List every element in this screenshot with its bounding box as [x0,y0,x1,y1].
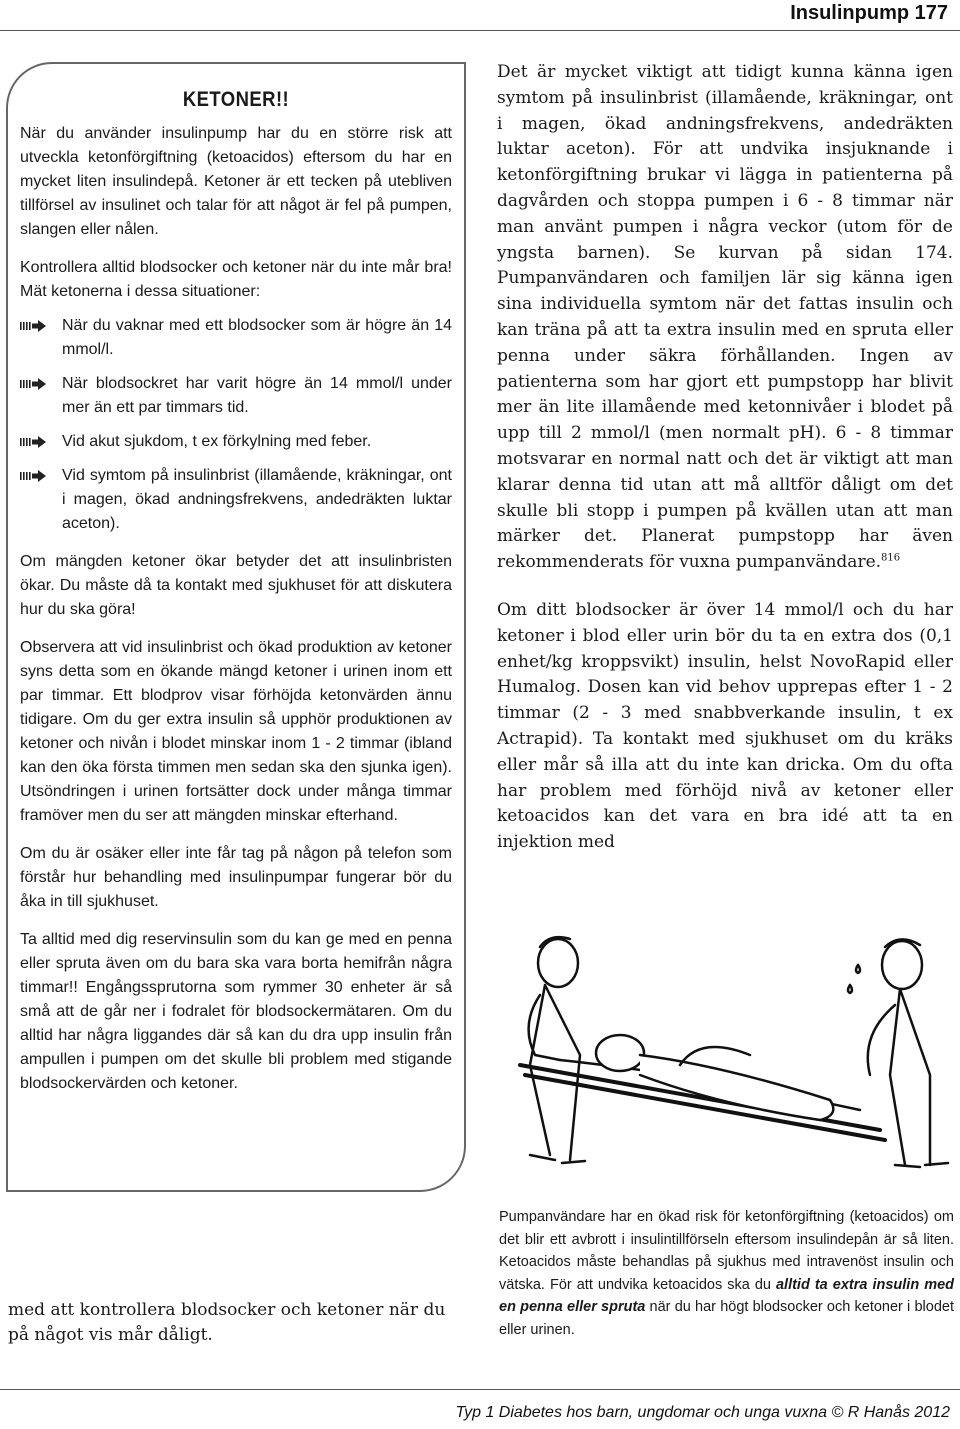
arrow-bullet-icon [20,470,46,482]
header-divider [0,30,960,31]
box-intro: När du använder insulinpump har du en större risk att utveckla ketonförgiftning (ketoacidos) eftersom du har en mycket liten insulindepå. Ketoner är ett tecken på utebliven tillförsel av insulinet och talar för att något är fel på pumpen, slangen eller nålen. [20,125,452,238]
caption-text: Pumpanvändare har en ökad risk för ketonförgiftning (ketoacidos) om det blir ett avbrott i insulintillförseln eftersom insulindepån är så liten. Ketoacidos måste behandlas på sjukhus med intravenöst insulin och vätska. För att undvika ketoacidos ska du [499,1209,954,1293]
body-paragraph-text: Det är mycket viktigt att tidigt kunna känna igen symtom på insulinbrist (illamående, kräkningar, ont i magen, ökad andningsfrekvens, andedräkten luktar aceton). För att undvika insjuknande i ketonförgiftning brukar vi lägga in patienterna på dagvården och stoppa pumpen i 6 - 8 timmar när man använt pumpen i några veckor (utom för de yngsta barnen). Se kurvan på sidan 174. Pumpanvändaren och familjen lär sig känna igen sina individuella symtom när det fattas insulin och kan träna på att ta extra insulin med en spruta eller penna under säkra förhållanden. Ingen av patienterna som har gjort ett pumpstopp har blivit mer än lite illamående med ketonnivåer i blodet på upp till 2 mmol/l (men normalt pH). 6 - 8 timmar motsvarar en normal natt och det är viktigt att man klarar denna tid utan att må alltför dåligt om det skulle bli stopp i pumpen på kvällen utan att man märker det. Planerat pumpstopp har även rekommenderats för vuxna pumpanvändare. [497,62,953,573]
box-check-text: Kontrollera alltid blodsocker och ketoner när du inte mår bra! Mät ketonerna i dessa situationer: [20,259,452,300]
bullet-item [20,372,452,420]
bullet-text: Vid akut sjukdom, t ex förkylning med feber. [62,433,372,450]
body-continuation: med att kontrollera blodsocker och ketoner när du på något vis mår dåligt. [8,1300,446,1345]
bullet-text: Vid symtom på insulinbrist (illamående, kräkningar, ont i magen, ökad andningsfrekvens, andedräkten luktar aceton). [62,467,452,532]
reference-number: 816 [881,552,901,564]
bullet-text: När blodsockret har varit högre än 14 mmol/l under mer än ett par timmars tid. [62,375,452,416]
bullet-text: När du vaknar med ett blodsocker som är högre än 14 mmol/l. [62,317,452,358]
box-paragraph: Observera att vid insulinbrist och ökad produktion av ketoner syns detta som en ökande mängd ketoner i urinen inom ett par timmar. Ett blodprov visar förhöjda ketonvärden ännu tidigare. Om du ger extra insulin så upphör produktionen av ketoner och nivån i blodet minskar inom 1 - 2 timmar (ibland kan den öka första timmen men sedan ska den sjunka igen). Utsöndringen i urinen fortsätter dock under många timmar framöver men du ser att mängden minskar efterhand. [20,639,452,824]
caption-text-end: när du har högt blodsocker och ketoner i blodet eller urinen. [499,1299,954,1338]
page-footer: Typ 1 Diabetes hos barn, ungdomar och unga vuxna © R Hanås 2012 [455,1404,950,1421]
arrow-bullet-icon [20,378,46,390]
arrow-bullet-icon [20,320,46,332]
box-title: KETONER!! [182,88,290,111]
right-column-text [497,60,953,856]
ketoner-box-content [20,88,452,1096]
caption-emphasis: alltid ta extra insulin med en penna eller spruta [499,1276,955,1315]
box-paragraph: Om du är osäker eller inte får tag på någon på telefon som förstår hur behandling med insulinpumpar fungerar bör du åka in till sjukhuset. [20,845,452,910]
body-paragraph: Om ditt blodsocker är över 14 mmol/l och du har ketoner i blod eller urin bör du ta en extra dos (0,1 enhet/kg kroppsvikt) insulin, helst NovoRapid eller Humalog. Dosen kan vid behov upprepas efter 1 - 2 timmar (2 - 3 med snabbverkande insulin, t ex Actrapid). Ta kontakt med sjukhuset om du kräks eller mår så illa att du inte kan dricka. Om du ofta har problem med förhöjd nivå av ketoner eller ketoacidos kan det vara en bra idé att ta en injektion med [497,599,953,853]
bullet-item [20,314,452,362]
stretcher-cartoon-illustration [500,925,955,1185]
bullet-list [20,314,452,536]
running-header: Insulinpump 177 [790,2,948,24]
arrow-bullet-icon [20,436,46,448]
body-paragraph [497,60,953,576]
illustration-caption [499,1206,954,1341]
bullet-item [20,464,452,536]
box-paragraph: Om mängden ketoner ökar betyder det att insulinbristen ökar. Du måste då ta kontakt med sjukhuset för att diskutera hur du ska göra! [20,553,452,618]
bullet-item [20,430,452,454]
footer-divider [0,1389,960,1390]
box-paragraph: Ta alltid med dig reservinsulin som du kan ge med en penna eller spruta även om du bara ska vara borta hemifrån några timmar!! Engångssprutorna som rymmer 30 enheter är så små att de går ner i fodralet för blodsockermätaren. Om du alltid har några liggandes där så kan du dra upp insulin från ampullen i pumpen om det skulle bli problem med stigande blodsockervärden och ketoner. [20,931,452,1092]
